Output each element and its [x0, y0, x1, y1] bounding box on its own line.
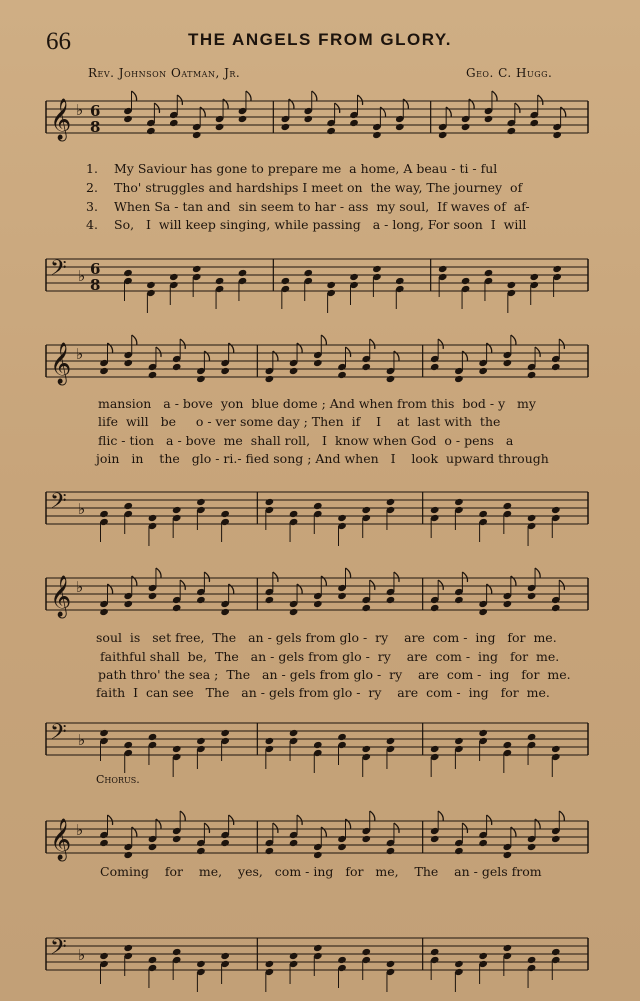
- lyric-line: Coming for me, yes, com - ing for me, The an - gels from: [100, 864, 542, 879]
- note-head: [313, 502, 323, 510]
- bass-clef-icon: 𝄢: [50, 256, 67, 286]
- note-head: [172, 835, 182, 843]
- note-head: [172, 604, 182, 612]
- note-head: [196, 960, 206, 968]
- note-head: [386, 847, 396, 855]
- note-head: [123, 741, 133, 749]
- note-head: [551, 948, 561, 956]
- note-flag: [559, 811, 564, 821]
- note-flag: [370, 811, 375, 821]
- bass-staff-3: [46, 718, 594, 760]
- note-head: [372, 131, 382, 139]
- note-flag: [515, 103, 520, 113]
- note-flag: [273, 823, 278, 833]
- verse-number-1: 1.: [86, 161, 98, 176]
- note-head: [454, 960, 464, 968]
- note-head: [361, 948, 371, 956]
- note-flag: [535, 347, 540, 357]
- note-head: [386, 960, 396, 968]
- note-flag: [156, 347, 161, 357]
- note-head: [289, 510, 299, 518]
- note-head: [527, 514, 537, 522]
- note-head: [386, 596, 396, 604]
- note-head: [196, 596, 206, 604]
- note-flag: [132, 335, 137, 345]
- note-head: [265, 847, 275, 855]
- lyric-line: path thro' the sea ; The an - gels from glo - ry are com - ing for me.: [98, 667, 571, 682]
- bass-staff-4: [46, 933, 594, 975]
- note-head: [99, 367, 109, 375]
- note-head: [220, 367, 230, 375]
- note-head: [99, 839, 109, 847]
- note-head: [99, 510, 109, 518]
- note-head: [527, 843, 537, 851]
- note-head: [461, 277, 471, 285]
- treble-staff-2: [46, 340, 594, 382]
- lyric-line: faithful shall be, The an - gels from glo - ry are com - ing for me.: [100, 649, 560, 664]
- note-head: [169, 119, 179, 127]
- note-flag: [438, 580, 443, 590]
- note-flag: [538, 95, 543, 105]
- note-head: [99, 952, 109, 960]
- note-head: [527, 733, 537, 741]
- note-flag: [487, 815, 492, 825]
- note-head: [361, 506, 371, 514]
- note-flag: [370, 339, 375, 349]
- note-flag: [108, 815, 113, 825]
- note-head: [337, 514, 347, 522]
- note-head: [337, 956, 347, 964]
- note-flag: [438, 811, 443, 821]
- note-head: [148, 371, 158, 379]
- note-head: [503, 359, 513, 367]
- note-head: [265, 737, 275, 745]
- verse-number-3: 3.: [86, 199, 98, 214]
- note-head: [146, 127, 156, 135]
- note-head: [386, 375, 396, 383]
- note-flag: [154, 103, 159, 113]
- note-head: [303, 269, 313, 277]
- note-head: [289, 952, 299, 960]
- note-flag: [204, 572, 209, 582]
- note-head: [478, 367, 488, 375]
- note-head: [265, 498, 275, 506]
- note-head: [172, 363, 182, 371]
- note-head: [146, 281, 156, 289]
- note-flag: [156, 568, 161, 578]
- note-head: [454, 847, 464, 855]
- note-flag: [346, 568, 351, 578]
- note-head: [337, 843, 347, 851]
- note-head: [326, 281, 336, 289]
- note-head: [503, 600, 513, 608]
- note-flag: [559, 580, 564, 590]
- note-head: [123, 115, 133, 123]
- lyric-line: When Sa - tan and sin seem to har - ass my soul, If waves of af-: [114, 199, 530, 214]
- lyric-line: mansion a - bove yon blue dome ; And when from this bod - y my: [98, 396, 536, 411]
- note-flag: [559, 339, 564, 349]
- note-head: [454, 737, 464, 745]
- note-head: [313, 741, 323, 749]
- note-head: [220, 510, 230, 518]
- note-head: [337, 733, 347, 741]
- note-head: [169, 273, 179, 281]
- note-flag: [394, 572, 399, 582]
- lyric-line: faith I can see The an - gels from glo - ry are com - ing for me.: [96, 685, 550, 700]
- note-head: [172, 745, 182, 753]
- note-head: [361, 363, 371, 371]
- note-flag: [132, 91, 137, 101]
- note-flag: [312, 91, 317, 101]
- note-head: [430, 363, 440, 371]
- note-head: [478, 729, 488, 737]
- note-head: [484, 269, 494, 277]
- note-head: [172, 948, 182, 956]
- note-head: [430, 506, 440, 514]
- note-head: [281, 123, 291, 131]
- note-head: [430, 745, 440, 753]
- note-head: [478, 839, 488, 847]
- note-head: [454, 596, 464, 604]
- bass-clef-icon: 𝄢: [50, 489, 67, 519]
- time-signature-top: 6: [90, 102, 101, 120]
- note-head: [386, 737, 396, 745]
- note-head: [430, 835, 440, 843]
- lyric-line: join in the glo - ri.- fied song ; And when I look upward through: [96, 451, 549, 466]
- note-head: [529, 273, 539, 281]
- lyric-line: soul is set free, The an - gels from glo - ry are com - ing for me.: [96, 630, 557, 645]
- note-flag: [511, 335, 516, 345]
- note-flag: [492, 91, 497, 101]
- key-flat-icon: ♭: [76, 578, 84, 596]
- time-signature-top: 6: [90, 260, 101, 278]
- note-head: [395, 277, 405, 285]
- note-head: [507, 127, 517, 135]
- time-signature-bottom: 8: [90, 118, 101, 136]
- note-head: [148, 592, 158, 600]
- note-head: [123, 359, 133, 367]
- note-head: [215, 123, 225, 131]
- note-head: [220, 952, 230, 960]
- note-flag: [370, 580, 375, 590]
- note-head: [478, 608, 488, 616]
- key-flat-icon: ♭: [76, 345, 84, 363]
- note-head: [461, 123, 471, 131]
- note-head: [196, 847, 206, 855]
- page-number: 66: [46, 28, 71, 55]
- key-flat-icon: ♭: [78, 946, 86, 964]
- note-head: [196, 737, 206, 745]
- note-head: [289, 608, 299, 616]
- note-head: [349, 119, 359, 127]
- note-head: [215, 277, 225, 285]
- key-flat-icon: ♭: [78, 500, 86, 518]
- treble-clef-icon: 𝄞: [50, 99, 72, 140]
- note-head: [313, 600, 323, 608]
- note-head: [289, 839, 299, 847]
- key-flat-icon: ♭: [78, 267, 86, 285]
- note-flag: [180, 580, 185, 590]
- treble-clef-icon: 𝄞: [50, 819, 72, 860]
- treble-staff-3: [46, 573, 594, 615]
- note-head: [313, 944, 323, 952]
- note-head: [148, 956, 158, 964]
- note-head: [123, 502, 133, 510]
- note-head: [196, 498, 206, 506]
- lyric-line: flic - tion a - bove me shall roll, I know when God o - pens a: [98, 433, 514, 448]
- verse-number-4: 4.: [86, 217, 98, 232]
- note-head: [503, 851, 513, 859]
- note-head: [503, 944, 513, 952]
- note-head: [220, 729, 230, 737]
- note-head: [192, 131, 202, 139]
- lyric-line: So, I will keep singing, while passing a - long, For soon I will: [114, 217, 527, 232]
- key-flat-icon: ♭: [76, 101, 84, 119]
- note-head: [337, 371, 347, 379]
- note-head: [527, 371, 537, 379]
- note-head: [99, 608, 109, 616]
- note-head: [478, 510, 488, 518]
- note-head: [265, 596, 275, 604]
- note-head: [337, 592, 347, 600]
- note-head: [551, 363, 561, 371]
- note-head: [313, 359, 323, 367]
- key-flat-icon: ♭: [76, 821, 84, 839]
- note-flag: [229, 815, 234, 825]
- hymn-title: THE ANGELS FROM GLORY.: [187, 30, 453, 49]
- note-flag: [358, 95, 363, 105]
- note-head: [220, 839, 230, 847]
- note-head: [289, 367, 299, 375]
- note-head: [395, 123, 405, 131]
- note-flag: [462, 823, 467, 833]
- verse-number-2: 2.: [86, 180, 98, 195]
- note-head: [303, 115, 313, 123]
- note-head: [551, 835, 561, 843]
- time-signature-bottom: 8: [90, 276, 101, 294]
- note-head: [123, 600, 133, 608]
- note-head: [438, 131, 448, 139]
- note-head: [99, 729, 109, 737]
- note-head: [349, 273, 359, 281]
- bass-staff-1: [46, 254, 594, 296]
- note-head: [238, 269, 248, 277]
- note-head: [430, 604, 440, 612]
- note-flag: [273, 572, 278, 582]
- note-head: [454, 375, 464, 383]
- note-flag: [438, 339, 443, 349]
- note-head: [196, 375, 206, 383]
- note-head: [148, 843, 158, 851]
- note-head: [551, 604, 561, 612]
- note-flag: [246, 91, 251, 101]
- composer-credit: Geo. C. Hugg.: [466, 66, 553, 80]
- note-head: [326, 127, 336, 135]
- treble-clef-icon: 𝄞: [50, 576, 72, 617]
- note-head: [281, 277, 291, 285]
- bass-clef-icon: 𝄢: [50, 935, 67, 965]
- lyric-line: life will be o - ver some day ; Then if I at last with the: [98, 414, 501, 429]
- note-flag: [177, 95, 182, 105]
- note-flag: [535, 568, 540, 578]
- note-head: [529, 119, 539, 127]
- note-head: [503, 741, 513, 749]
- note-head: [289, 729, 299, 737]
- note-head: [454, 498, 464, 506]
- note-head: [313, 851, 323, 859]
- treble-staff-1: [46, 96, 594, 138]
- note-head: [527, 592, 537, 600]
- note-head: [372, 265, 382, 273]
- note-head: [220, 608, 230, 616]
- note-head: [123, 851, 133, 859]
- note-head: [552, 131, 562, 139]
- note-head: [551, 506, 561, 514]
- note-head: [192, 265, 202, 273]
- note-flag: [394, 823, 399, 833]
- note-head: [386, 498, 396, 506]
- note-head: [361, 745, 371, 753]
- treble-staff-4: [46, 816, 594, 858]
- note-head: [551, 745, 561, 753]
- bass-clef-icon: 𝄢: [50, 720, 67, 750]
- note-head: [238, 115, 248, 123]
- note-head: [430, 948, 440, 956]
- note-head: [148, 514, 158, 522]
- note-head: [265, 375, 275, 383]
- note-flag: [180, 811, 185, 821]
- note-head: [361, 835, 371, 843]
- note-head: [438, 265, 448, 273]
- note-flag: [321, 335, 326, 345]
- note-head: [552, 265, 562, 273]
- note-head: [123, 269, 133, 277]
- note-head: [172, 506, 182, 514]
- chorus-label: Chorus.: [96, 773, 140, 786]
- lyric-line: Tho' struggles and hardships I meet on the way, The journey of: [114, 180, 523, 195]
- note-head: [527, 956, 537, 964]
- author-credit: Rev. Johnson Oatman, Jr.: [88, 66, 241, 80]
- note-flag: [335, 103, 340, 113]
- note-head: [148, 733, 158, 741]
- note-flag: [297, 815, 302, 825]
- note-flag: [462, 572, 467, 582]
- key-flat-icon: ♭: [78, 731, 86, 749]
- lyric-line: My Saviour has gone to prepare me a home, A beau - ti - ful: [114, 161, 498, 176]
- note-flag: [204, 823, 209, 833]
- note-flag: [346, 347, 351, 357]
- note-head: [503, 502, 513, 510]
- note-head: [361, 604, 371, 612]
- note-head: [478, 952, 488, 960]
- note-head: [123, 944, 133, 952]
- note-head: [507, 281, 517, 289]
- treble-clef-icon: 𝄞: [50, 343, 72, 384]
- bass-staff-2: [46, 487, 594, 529]
- note-head: [265, 960, 275, 968]
- note-head: [484, 115, 494, 123]
- note-flag: [180, 339, 185, 349]
